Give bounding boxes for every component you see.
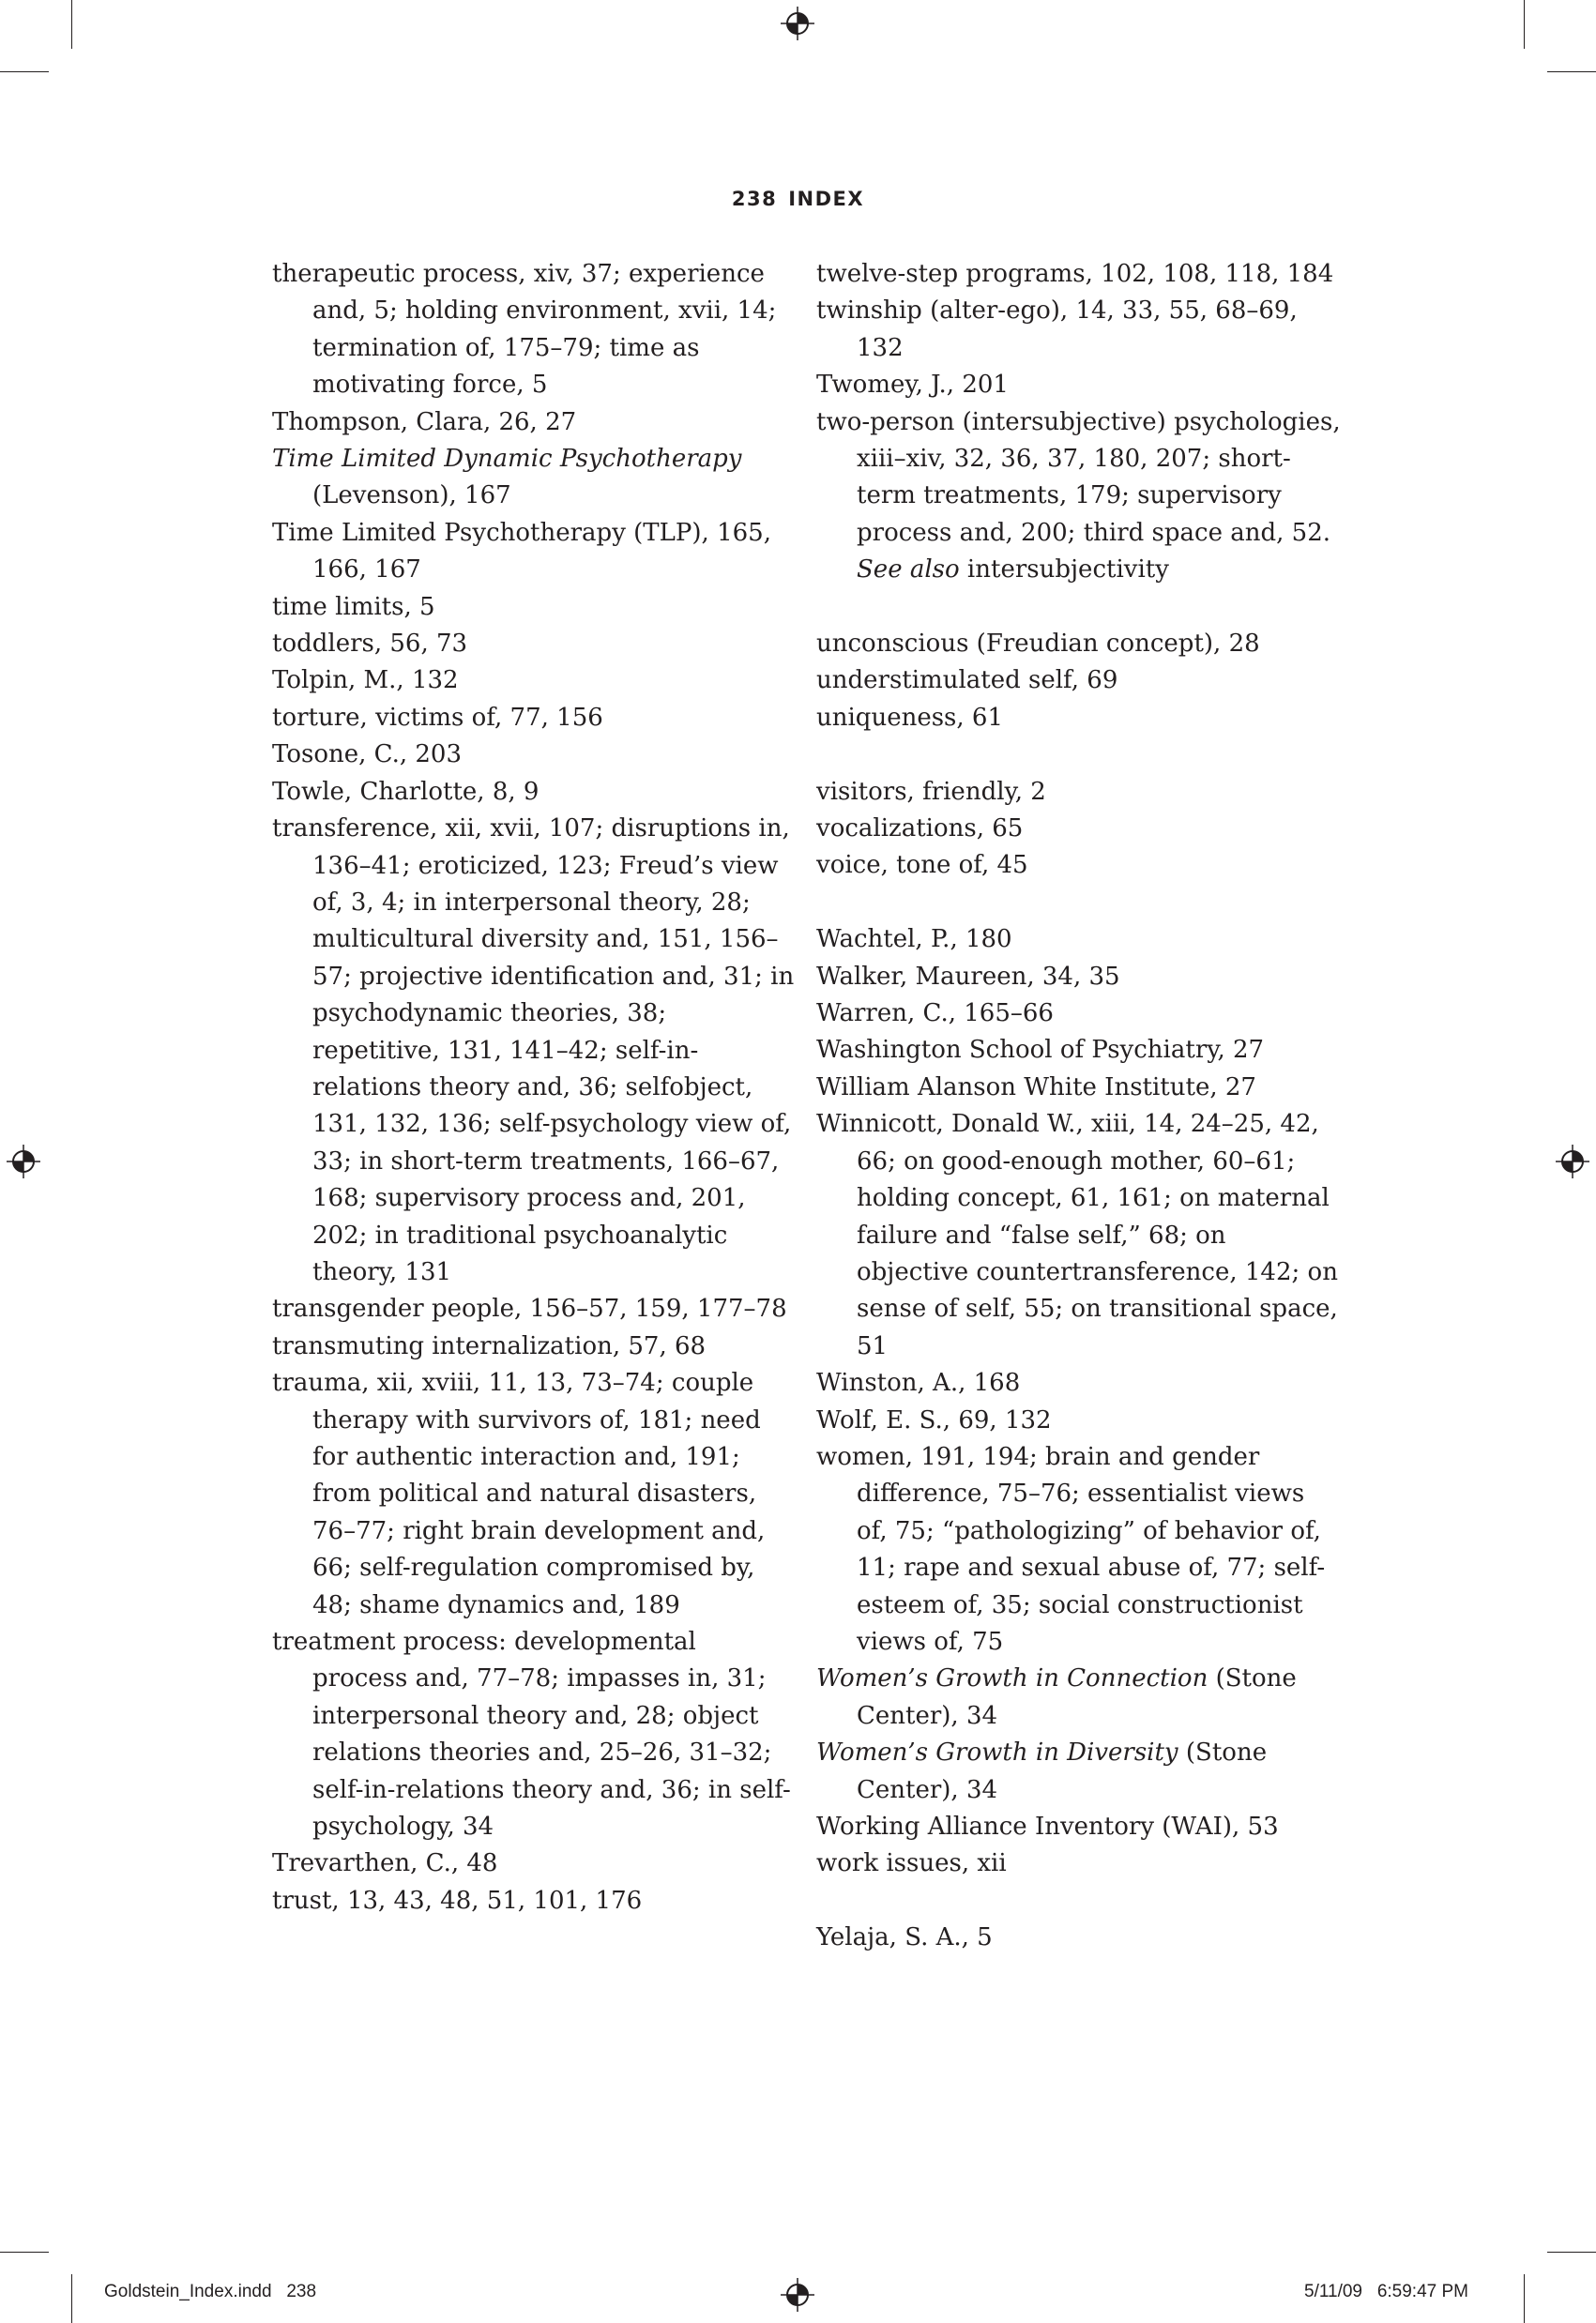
index-entry: Women’s Growth in Diversity (Stone Center), 34 — [816, 1738, 1268, 1804]
index-entry: transference, xii, xvii, 107; disruptions in, 136–41; eroticized, 123; Freud’s view of, 3, 4; in interpersonal theory, 28; multicultural diversity and, 151, 156–57; projective identification and, 31; in psychodynamic theories, 38; repetitive, 131, 141–42; self-in-relations theory and, 36; selfobject, 131, 132, 136; self-psychology view of, 33; in short-term treatments, 166–67, 168; supervisory process and, 201, 202; in traditional psychoanalytic theory, 131 — [272, 814, 795, 1286]
crop-mark — [71, 2274, 72, 2323]
crop-mark — [0, 71, 49, 72]
letter-gap — [816, 589, 1342, 626]
index-entry: time limits, 5 — [272, 592, 435, 621]
index-column-right — [816, 256, 1342, 1957]
index-entry: Women’s Growth in Connection (Stone Center), 34 — [816, 1664, 1297, 1730]
index-entry: Thompson, Clara, 26, 27 — [272, 407, 577, 436]
index-entry: visitors, friendly, 2 — [816, 777, 1046, 806]
index-entry: Working Alliance Inventory (WAI), 53 — [816, 1813, 1279, 1842]
crop-mark — [1547, 2252, 1596, 2253]
running-head — [0, 188, 1596, 210]
index-entry: Wachtel, P., 180 — [816, 925, 1012, 954]
letter-gap — [816, 885, 1342, 921]
footer-timestamp: 5/11/09 6:59:47 PM — [1304, 2282, 1468, 2301]
index-entry: Twomey, J., 201 — [816, 371, 1009, 400]
index-entry: Tolpin, M., 132 — [272, 666, 459, 695]
index-entry: Wolf, E. S., 69, 132 — [816, 1405, 1052, 1435]
index-entry: two-person (intersubjective) psychologies, xiii–xiv, 32, 36, 37, 180, 207; short-term treatments, 179; supervisory process and, 200; third space and, 52. See also intersubjectivity — [816, 407, 1341, 585]
index-entry: trauma, xii, xviii, 11, 13, 73–74; couple therapy with survivors of, 181; need for authentic interaction and, 191; from political and natural disasters, 76–77; right brain development and, 66; self-regulation compromised by, 48; shame dynamics and, 189 — [272, 1369, 766, 1619]
index-entry: Yelaja, S. A., 5 — [816, 1923, 993, 1952]
index-entry: Time Limited Psychotherapy (TLP), 165, 166, 167 — [272, 518, 771, 585]
crop-mark — [1524, 2274, 1525, 2323]
crop-mark — [0, 2252, 49, 2253]
crop-mark — [71, 0, 72, 49]
section-title: INDEX — [788, 188, 865, 210]
registration-mark-icon — [781, 7, 814, 40]
index-entry: Winnicott, Donald W., xiii, 14, 24–25, 42, 66; on good-enough mother, 60–61; holding concept, 61, 161; on maternal failure and “false self,” 68; on objective countertransference, 142; on sense of self, 55; on transitional space, 51 — [816, 1110, 1338, 1360]
letter-gap — [816, 1883, 1342, 1920]
registration-mark-icon — [1556, 1145, 1589, 1178]
index-column-left — [272, 256, 798, 1920]
crop-mark — [1524, 0, 1525, 49]
index-entry: Winston, A., 168 — [816, 1369, 1021, 1398]
index-entry: treatment process: developmental process and, 77–78; impasses in, 31; interpersonal theory and, 28; object relations theories and, 25–26, 31–32; self-in-relations theory and, 36; in self-psychology, 34 — [272, 1628, 791, 1842]
index-entry: Walker, Maureen, 34, 35 — [816, 962, 1120, 991]
registration-mark-icon — [781, 2278, 814, 2312]
footer-filename: Goldstein_Index.indd 238 — [104, 2282, 317, 2301]
index-entry: twinship (alter-ego), 14, 33, 55, 68–69, 132 — [816, 296, 1298, 362]
index-entry: voice, tone of, 45 — [816, 851, 1028, 880]
page-number: 238 — [731, 188, 778, 210]
index-entry: Tosone, C., 203 — [272, 740, 463, 769]
index-entry: trust, 13, 43, 48, 51, 101, 176 — [272, 1886, 643, 1915]
crop-mark — [1547, 71, 1596, 72]
index-entry: women, 191, 194; brain and gender difference, 75–76; essentialist views of, 75; “pathologizing” of behavior of, 11; rape and sexual abuse of, 77; self-esteem of, 35; social constructionist views of, 75 — [816, 1442, 1326, 1656]
index-entry: torture, victims of, 77, 156 — [272, 703, 603, 732]
index-entry: therapeutic process, xiv, 37; experience and, 5; holding environment, xvii, 14; termination of, 175–79; time as motivating force, 5 — [272, 260, 777, 400]
index-entry: uniqueness, 61 — [816, 703, 1004, 732]
index-entry: transgender people, 156–57, 159, 177–78 — [272, 1295, 787, 1324]
index-entry: work issues, xii — [816, 1849, 1007, 1878]
index-entry: understimulated self, 69 — [816, 666, 1118, 695]
index-entry: toddlers, 56, 73 — [272, 630, 468, 659]
index-entry: unconscious (Freudian concept), 28 — [816, 630, 1260, 659]
index-entry: vocalizations, 65 — [816, 814, 1024, 843]
index-entry: transmuting internalization, 57, 68 — [272, 1331, 707, 1360]
index-entry: Warren, C., 165–66 — [816, 999, 1054, 1028]
registration-mark-icon — [7, 1145, 40, 1178]
index-entry: Towle, Charlotte, 8, 9 — [272, 777, 540, 806]
index-entry: Time Limited Dynamic Psychotherapy (Levenson), 167 — [272, 445, 742, 510]
index-entry: Washington School of Psychiatry, 27 — [816, 1036, 1265, 1065]
index-entry: William Alanson White Institute, 27 — [816, 1072, 1256, 1101]
index-entry: twelve-step programs, 102, 108, 118, 184 — [816, 260, 1334, 288]
letter-gap — [816, 736, 1342, 773]
index-entry: Trevarthen, C., 48 — [272, 1849, 498, 1878]
